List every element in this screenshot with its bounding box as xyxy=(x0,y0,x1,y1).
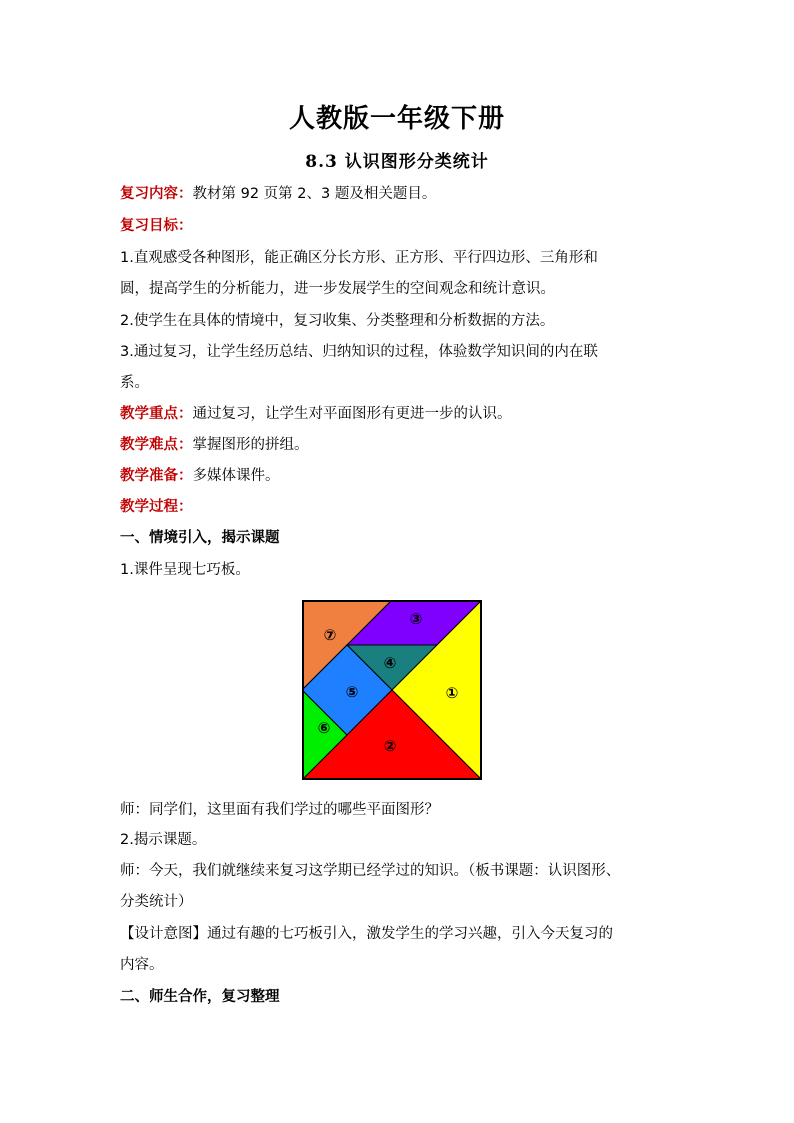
tangram-label-6: ⑥ xyxy=(317,719,331,737)
goal-line-1: 1.直观感受各种图形，能正确区分长方形、正方形、平行四边形、三角形和 xyxy=(120,250,598,266)
teacher-say-line-2: 分类统计） xyxy=(120,894,193,910)
tangram-label-2: ② xyxy=(383,737,397,755)
process-label: 教学过程： xyxy=(120,499,193,515)
step-2-text: 2.揭示课题。 xyxy=(120,832,207,848)
goal-line-4: 3.通过复习，让学生经历总结、归纳知识的过程，体验数学知识间的内在联 xyxy=(120,344,598,360)
step-1-text: 1.课件呈现七巧板。 xyxy=(120,562,250,578)
design-intent-line-2: 内容。 xyxy=(120,957,164,973)
section-2-heading: 二、师生合作，复习整理 xyxy=(120,989,280,1005)
tangram-label-7: ⑦ xyxy=(323,626,337,644)
tangram-label-4: ④ xyxy=(383,654,397,672)
key-point-line xyxy=(120,404,680,424)
review-content-text: 教材第 92 页第 2、3 题及相关题目。 xyxy=(192,186,437,202)
tangram-figure xyxy=(302,600,482,780)
tangram-label-1: ① xyxy=(445,684,459,702)
goal-line-2: 圆，提高学生的分析能力，进一步发展学生的空间观念和统计意识。 xyxy=(120,281,555,297)
lesson-title: 8.3 认识图形分类统计 xyxy=(305,152,489,172)
section-1-heading: 一、情境引入，揭示课题 xyxy=(120,530,280,546)
difficulty-line xyxy=(120,435,680,455)
preparation-text: 多媒体课件。 xyxy=(192,468,280,484)
difficulty-text: 掌握图形的拼组。 xyxy=(192,437,309,453)
design-intent-line-1: 【设计意图】通过有趣的七巧板引入，激发学生的学习兴趣，引入今天复习的 xyxy=(120,926,613,942)
process-heading xyxy=(120,497,680,517)
teacher-question: 师：同学们，这里面有我们学过的哪些平面图形？ xyxy=(120,802,439,818)
preparation-label: 教学准备： xyxy=(120,468,193,484)
difficulty-label: 教学难点： xyxy=(120,437,193,453)
preparation-line xyxy=(120,466,680,486)
key-point-text: 通过复习，让学生对平面图形有更进一步的认识。 xyxy=(192,406,512,422)
goal-line-5: 系。 xyxy=(120,375,149,391)
goal-line-3: 2.使学生在具体的情境中，复习收集、分类整理和分析数据的方法。 xyxy=(120,313,555,329)
teacher-say-line-1: 师：今天，我们就继续来复习这学期已经学过的知识。（板书课题：认识图形、 xyxy=(120,863,621,879)
key-point-label: 教学重点： xyxy=(120,406,193,422)
tangram-label-5: ⑤ xyxy=(345,683,359,701)
tangram-label-3: ③ xyxy=(409,610,423,628)
review-content-label: 复习内容： xyxy=(120,186,193,202)
review-goals-heading xyxy=(120,216,680,236)
review-goals-label: 复习目标： xyxy=(120,218,193,234)
review-content-line xyxy=(120,184,680,204)
document-title: 人教版一年级下册 xyxy=(288,104,505,134)
